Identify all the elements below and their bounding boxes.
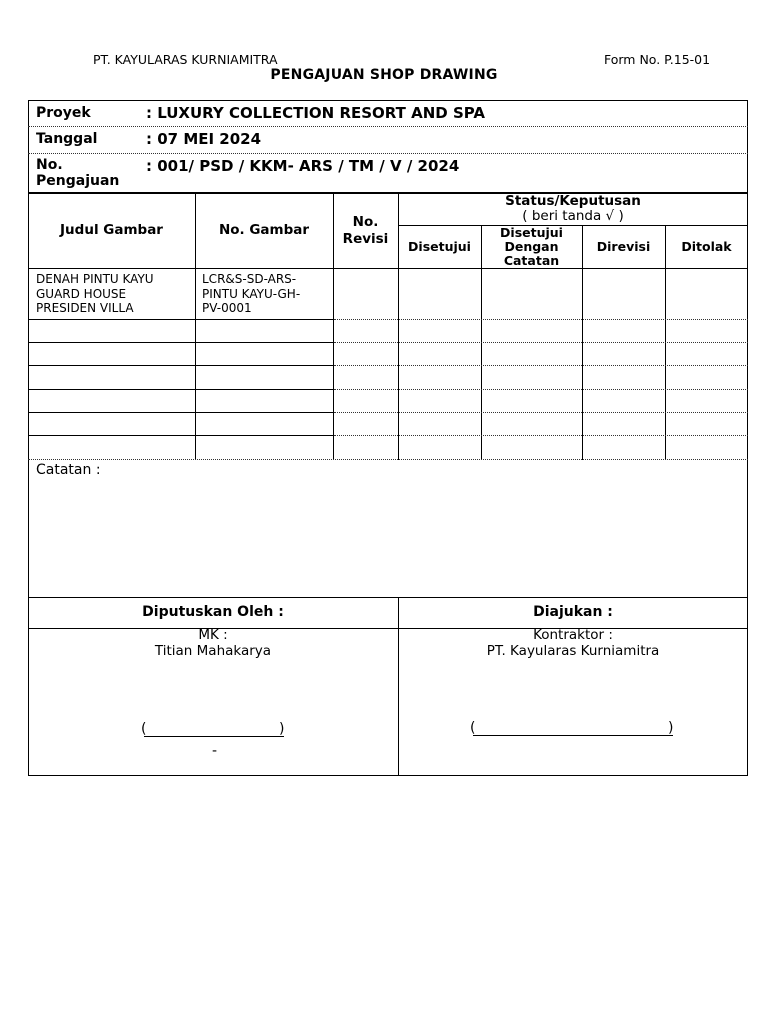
catatan-area[interactable]	[36, 482, 740, 592]
row-divider	[28, 342, 333, 343]
row-divider	[28, 389, 333, 390]
row1-judul-line3: PRESIDEN VILLA	[36, 301, 134, 315]
mk-org: Titian Mahakarya	[154, 642, 272, 659]
column-divider	[665, 226, 666, 460]
col-no-revisi	[333, 214, 398, 248]
tanggal-value: : 07 MEI 2024	[146, 130, 262, 148]
mk-signer-name: -	[212, 743, 218, 759]
col-direvisi: Direvisi	[596, 239, 651, 254]
signature-paren-close: )	[279, 721, 285, 737]
row-divider	[334, 389, 748, 390]
no-pengajuan-label	[36, 157, 119, 189]
col-disetujui: Disetujui	[408, 239, 471, 254]
row1-no-line3: PV-0001	[202, 301, 252, 315]
divider	[28, 153, 748, 154]
col-no-revisi-line1: No.	[352, 214, 379, 230]
row-divider	[334, 412, 748, 413]
row-divider	[28, 435, 333, 436]
row1-judul-line1: DENAH PINTU KAYU	[36, 272, 154, 286]
mk-role: MK :	[198, 627, 228, 643]
signature-paren-open: (	[141, 721, 147, 737]
col-disetujui-dengan-catatan	[481, 226, 582, 268]
kontraktor-role: Kontraktor :	[533, 627, 613, 643]
table-bottom-rule	[28, 459, 748, 460]
tanggal-label: Tanggal	[36, 131, 98, 147]
row-divider	[28, 412, 333, 413]
kontraktor-org: PT. Kayularas Kurniamitra	[486, 642, 660, 659]
column-divider	[582, 226, 583, 460]
diajukan-heading: Diajukan :	[533, 604, 613, 620]
status-title: Status/Keputusan	[505, 193, 641, 209]
row-divider	[334, 319, 748, 320]
status-hint: ( beri tanda √ )	[522, 208, 624, 224]
no-pengajuan-value: : 001/ PSD / KKM- ARS / TM / V / 2024	[146, 157, 460, 175]
row-divider	[334, 342, 748, 343]
mk-block	[28, 628, 398, 659]
divider	[28, 126, 748, 127]
mk-signature-line[interactable]	[144, 736, 284, 737]
row1-judul	[36, 272, 154, 316]
row-divider	[28, 319, 333, 320]
col-disetujui-dengan-catatan-line1: Disetujui	[500, 225, 563, 240]
kontraktor-block	[398, 628, 748, 659]
col-disetujui-dengan-catatan-line3: Catatan	[503, 253, 560, 268]
col-no-revisi-line2: Revisi	[342, 231, 389, 247]
document-title: PENGAJUAN SHOP DRAWING	[270, 67, 498, 83]
col-judul-gambar: Judul Gambar	[60, 222, 163, 238]
catatan-label: Catatan :	[36, 462, 101, 478]
signature-divider	[398, 597, 399, 776]
diputuskan-oleh-heading: Diputuskan Oleh :	[142, 604, 284, 620]
form-number: Form No. P.15-01	[604, 52, 711, 67]
row-divider	[334, 435, 748, 436]
company-name: PT. KAYULARAS KURNIAMITRA	[93, 52, 278, 67]
kontraktor-signature-line[interactable]	[473, 735, 673, 736]
column-divider	[398, 193, 399, 460]
signature-paren-open: (	[470, 720, 476, 736]
row1-no-gambar	[202, 272, 300, 316]
proyek-value: : LUXURY COLLECTION RESORT AND SPA	[146, 104, 486, 122]
row1-no-line1: LCR&S-SD-ARS-	[202, 272, 297, 286]
col-ditolak: Ditolak	[681, 239, 732, 254]
row1-judul-line2: GUARD HOUSE	[36, 286, 127, 301]
col-disetujui-dengan-catatan-line2: Dengan	[504, 239, 559, 254]
col-no-gambar: No. Gambar	[218, 222, 310, 238]
header-bottom-rule	[28, 268, 748, 269]
signature-top-rule	[28, 597, 748, 598]
row1-no-line2: PINTU KAYU-GH-	[202, 286, 301, 301]
proyek-label: Proyek	[36, 105, 91, 121]
no-pengajuan-label-line1: No.	[36, 157, 63, 173]
signature-paren-close: )	[668, 720, 674, 736]
no-pengajuan-label-line2: Pengajuan	[36, 173, 120, 189]
row-divider	[334, 365, 748, 366]
row-divider	[28, 365, 333, 366]
